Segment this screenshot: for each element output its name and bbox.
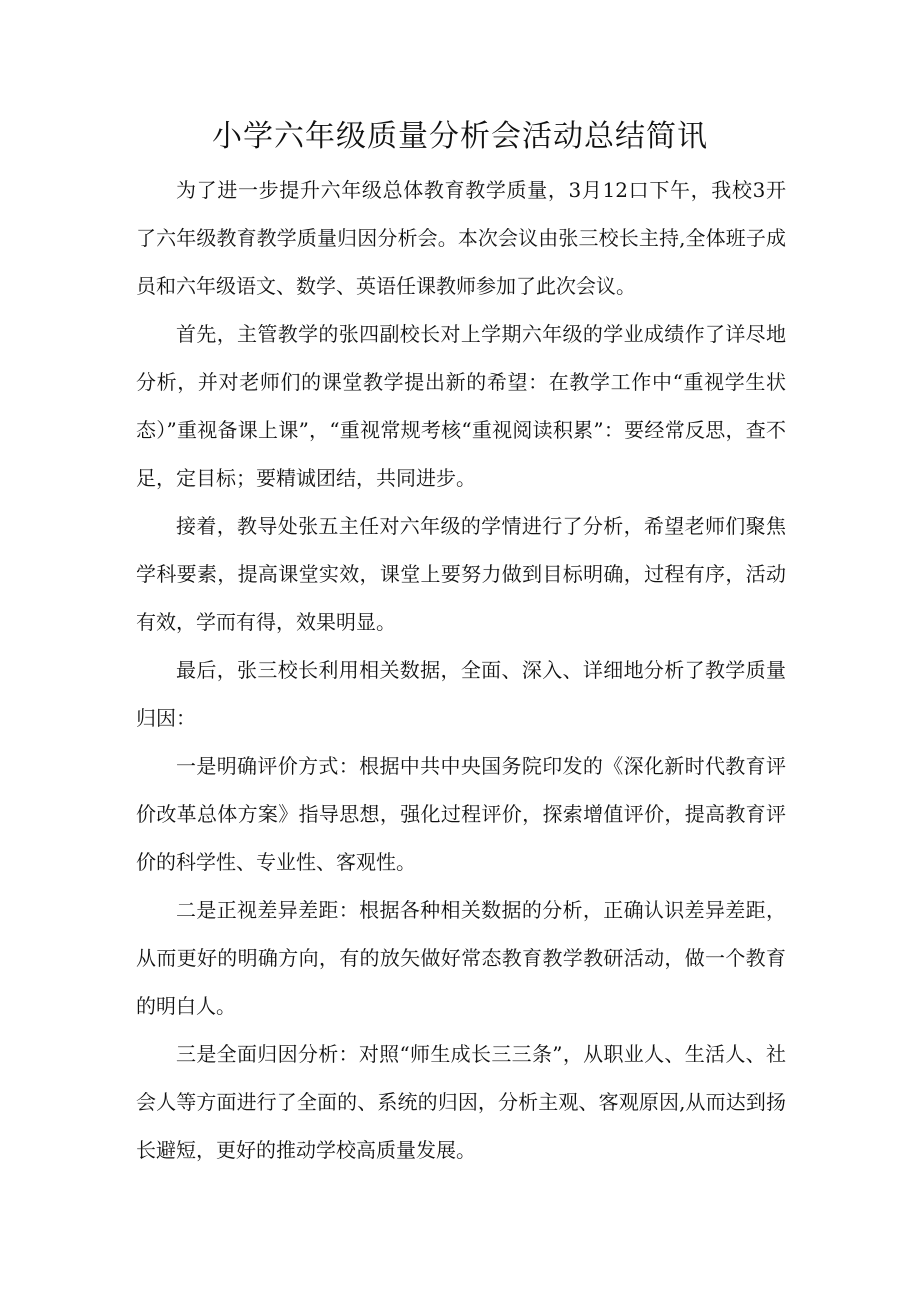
paragraph-next: 接着，教导处张五主任对六年级的学情进行了分析，希望老师们聚焦学科要素，提高课堂实效，课堂上要努力做到目标明确，过程有序，活动有效，学而有得，效果明显。 — [136, 514, 786, 634]
paragraph-first: 首先，主管教学的张四副校长对上学期六年级的学业成绩作了详尽地分析，并对老师们的课堂教学提出新的希望：在教学工作中“重视学生状态）”重视备课上课”，“重视常规考核“重视阅读积累”：要经常反思，查不足，定目标；要精诚团结，共同进步。 — [136, 322, 786, 490]
paragraph-point-two: 二是正视差异差距：根据各种相关数据的分析，正确认识差异差距，从而更好的明确方向，有的放矢做好常态教育教学教研活动，做一个教育的明白人。 — [136, 898, 786, 1018]
paragraph-point-one: 一是明确评价方式：根据中共中央国务院印发的《深化新时代教育评价改革总体方案》指导思想，强化过程评价，探索增值评价，提高教育评价的科学性、专业性、客观性。 — [136, 754, 786, 874]
document-title: 小学六年级质量分析会活动总结简讯 — [212, 119, 708, 154]
paragraph-intro: 为了进一步提升六年级总体教育教学质量，3月12口下午，我校3开了六年级教育教学质量归因分析会。本次会议由张三校长主持,全体班子成员和六年级语文、数学、英语任课教师参加了此次会议。 — [136, 178, 786, 298]
paragraph-finally: 最后，张三校长利用相关数据，全面、深入、详细地分析了教学质量归因： — [136, 658, 786, 730]
paragraph-point-three: 三是全面归因分析：对照“师生成长三三条”，从职业人、生活人、社会人等方面进行了全面的、系统的归因，分析主观、客观原因,从而达到扬长避短，更好的推动学校高质量发展。 — [136, 1042, 786, 1162]
